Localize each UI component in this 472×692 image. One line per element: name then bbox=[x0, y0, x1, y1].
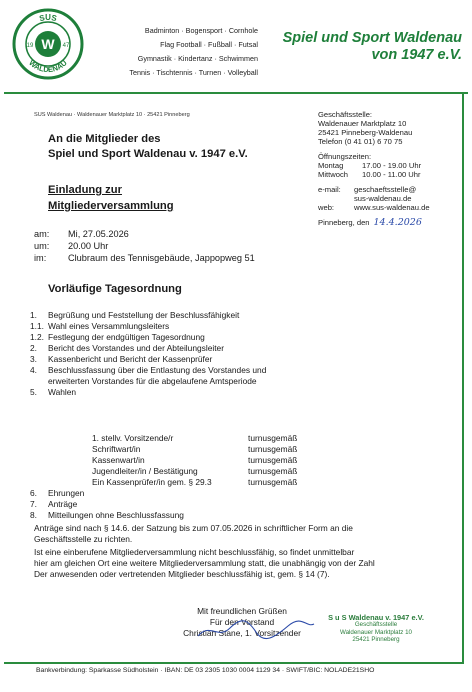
sports-line: Gymnastik · Kindertanz · Schwimmen bbox=[137, 54, 258, 63]
elections-list bbox=[92, 433, 322, 488]
sports-line: Tennis · Tischtennis · Turnen · Volleyball bbox=[129, 68, 258, 77]
hours-time: 10.00 - 11.00 Uhr bbox=[362, 170, 421, 179]
recipient-line: An die Mitglieder des bbox=[48, 133, 161, 145]
logo-left: 19 bbox=[26, 43, 34, 49]
agenda-list bbox=[30, 310, 330, 398]
paragraph-line: Geschäftsstelle zu richten. bbox=[34, 534, 133, 544]
agenda-item: 1.1. Wahl eines Versammlungsleiters bbox=[30, 321, 170, 331]
agenda-list-end bbox=[30, 488, 184, 521]
sports-line: Badminton · Bogensport · Cornhole bbox=[144, 26, 258, 35]
date-label: Pinneberg, den bbox=[318, 218, 370, 227]
club-stamp bbox=[300, 614, 452, 644]
election-row: 1. stellv. Vorsitzende/r turnusgemäß bbox=[92, 433, 298, 443]
club-name-header bbox=[268, 30, 462, 64]
handwritten-date: 14.4.2026 bbox=[373, 217, 422, 228]
logo-text-bottom: WALDENAU bbox=[27, 58, 69, 75]
agenda-item: 1. Begrüßung und Feststellung der Beschlussfähigkeit bbox=[30, 310, 240, 320]
paragraph-line: hier am gleichen Ort eine weitere Mitgliederversammlung statt, die unabhängig von der Zahl bbox=[34, 558, 375, 568]
meta-value: 20.00 Uhr bbox=[68, 241, 109, 251]
agenda-item: 6. Ehrungen bbox=[30, 488, 85, 498]
logo-center: W bbox=[41, 36, 55, 52]
office-phone: Telefon (0 41 01) 6 70 75 bbox=[318, 137, 403, 146]
sender-line: SUS Waldenau · Waldenauer Marktplatz 10 · 25421 Pinneberg bbox=[34, 112, 190, 118]
svg-text:SUS bbox=[38, 13, 58, 23]
sports-list bbox=[100, 24, 258, 80]
footer-divider bbox=[4, 662, 464, 664]
stamp-title: S u S Waldenau v. 1947 e.V. bbox=[328, 613, 424, 622]
election-row: Jugendleiter/in / Bestätigung turnusgemäß bbox=[92, 466, 298, 476]
motions-paragraph bbox=[34, 523, 454, 545]
agenda-item: 5. Wahlen bbox=[30, 387, 77, 397]
logo-text-top: SUS bbox=[38, 13, 58, 24]
office-info bbox=[318, 110, 458, 227]
agenda-item: 8. Mitteilungen ohne Beschlussfassung bbox=[30, 510, 184, 520]
agenda-item: 4. Beschlussfassung über die Entlastung des Vorstandes und bbox=[30, 365, 267, 375]
recipient bbox=[48, 132, 248, 162]
paragraph-line: Der anwesenden oder vertretenden Mitglieder beschlussfähig ist, gem. § 14 (7). bbox=[34, 569, 330, 579]
election-row: Ein Kassenprüfer/in gem. § 29.3 turnusgemäß bbox=[92, 477, 298, 487]
agenda-item: 1.2. Festlegung der endgültigen Tagesordnung bbox=[30, 332, 205, 342]
hours-time: 17.00 - 19.00 Uhr bbox=[362, 161, 422, 170]
stamp-line: Geschäftsstelle bbox=[354, 621, 398, 629]
agenda-item: erweiterten Vorstandes für die abgelaufene Amtsperiode bbox=[48, 376, 257, 386]
paragraph-line: Ist eine einberufene Mitgliederversammlung nicht beschlussfähig, so findet unmittelbar bbox=[34, 547, 355, 557]
subject bbox=[48, 182, 174, 214]
election-row: Kassenwart/in turnusgemäß bbox=[92, 455, 298, 465]
closing-board: Für den Vorstand bbox=[209, 617, 275, 627]
right-border bbox=[462, 92, 464, 662]
quorum-paragraph bbox=[34, 547, 454, 580]
meta-value: Mi, 27.05.2026 bbox=[68, 229, 129, 239]
paragraph-line: Anträge sind nach § 14.6. der Satzung bis zum 07.05.2026 in schriftlicher Form an die bbox=[34, 523, 353, 533]
hours-day: Mittwoch bbox=[318, 170, 348, 179]
email-key: e-mail: bbox=[318, 185, 341, 194]
subject-line: Einladung zur bbox=[48, 184, 122, 196]
meta-key: am: bbox=[34, 229, 50, 239]
agenda-item: 2. Bericht des Vorstandes und der Abteilungsleiter bbox=[30, 343, 224, 353]
recipient-line: Spiel und Sport Waldenau v. 1947 e.V. bbox=[48, 148, 248, 160]
closing-greeting: Mit freundlichen Grüßen bbox=[197, 606, 287, 616]
stamp-line: 25421 Pinneberg bbox=[352, 636, 400, 644]
sports-line: Flag Football · Fußball · Futsal bbox=[160, 40, 258, 49]
club-name: Spiel und Sport Waldenau bbox=[282, 30, 462, 46]
office-street: Waldenauer Marktplatz 10 bbox=[318, 119, 407, 128]
bank-details: Bankverbindung: Sparkasse Südholstein · IBAN: DE 03 2305 1030 0004 1129 34 · SWIFT/BIC: NOLADE21SHO bbox=[36, 667, 375, 674]
meta-key: um: bbox=[34, 241, 50, 251]
signature-scribble bbox=[196, 618, 316, 642]
closing-signer: Christian Stane, 1. Vorsitzender bbox=[183, 628, 301, 638]
subject-line: Mitgliederversammlung bbox=[48, 200, 174, 212]
meta-value: Clubraum des Tennisgebäude, Jappopweg 51 bbox=[68, 253, 255, 263]
office-city: 25421 Pinneberg-Waldenau bbox=[318, 128, 413, 137]
agenda-item: 3. Kassenbericht und Bericht der Kassenprüfer bbox=[30, 354, 213, 364]
agenda-item: 7. Anträge bbox=[30, 499, 78, 509]
club-year: von 1947 e.V. bbox=[371, 47, 462, 63]
stamp-line: Waldenauer Marktplatz 10 bbox=[340, 628, 412, 636]
email-link[interactable]: geschaeftsstelle@ bbox=[354, 185, 417, 194]
web-link[interactable]: www.sus-waldenau.de bbox=[354, 203, 430, 212]
club-logo bbox=[12, 8, 84, 80]
agenda-title: Vorläufige Tagesordnung bbox=[48, 283, 182, 295]
logo-right: 47 bbox=[62, 43, 70, 49]
email-link-cont[interactable]: sus-waldenau.de bbox=[354, 194, 412, 203]
office-title: Geschäftsstelle: bbox=[318, 110, 373, 119]
web-key: web: bbox=[318, 203, 335, 212]
hours-day: Montag bbox=[318, 161, 344, 170]
meta-key: im: bbox=[34, 253, 47, 263]
meeting-details bbox=[34, 228, 255, 264]
header-divider bbox=[4, 92, 468, 94]
election-row: Schriftwart/in turnusgemäß bbox=[92, 444, 298, 454]
hours-title: Öffnungszeiten: bbox=[318, 152, 372, 161]
